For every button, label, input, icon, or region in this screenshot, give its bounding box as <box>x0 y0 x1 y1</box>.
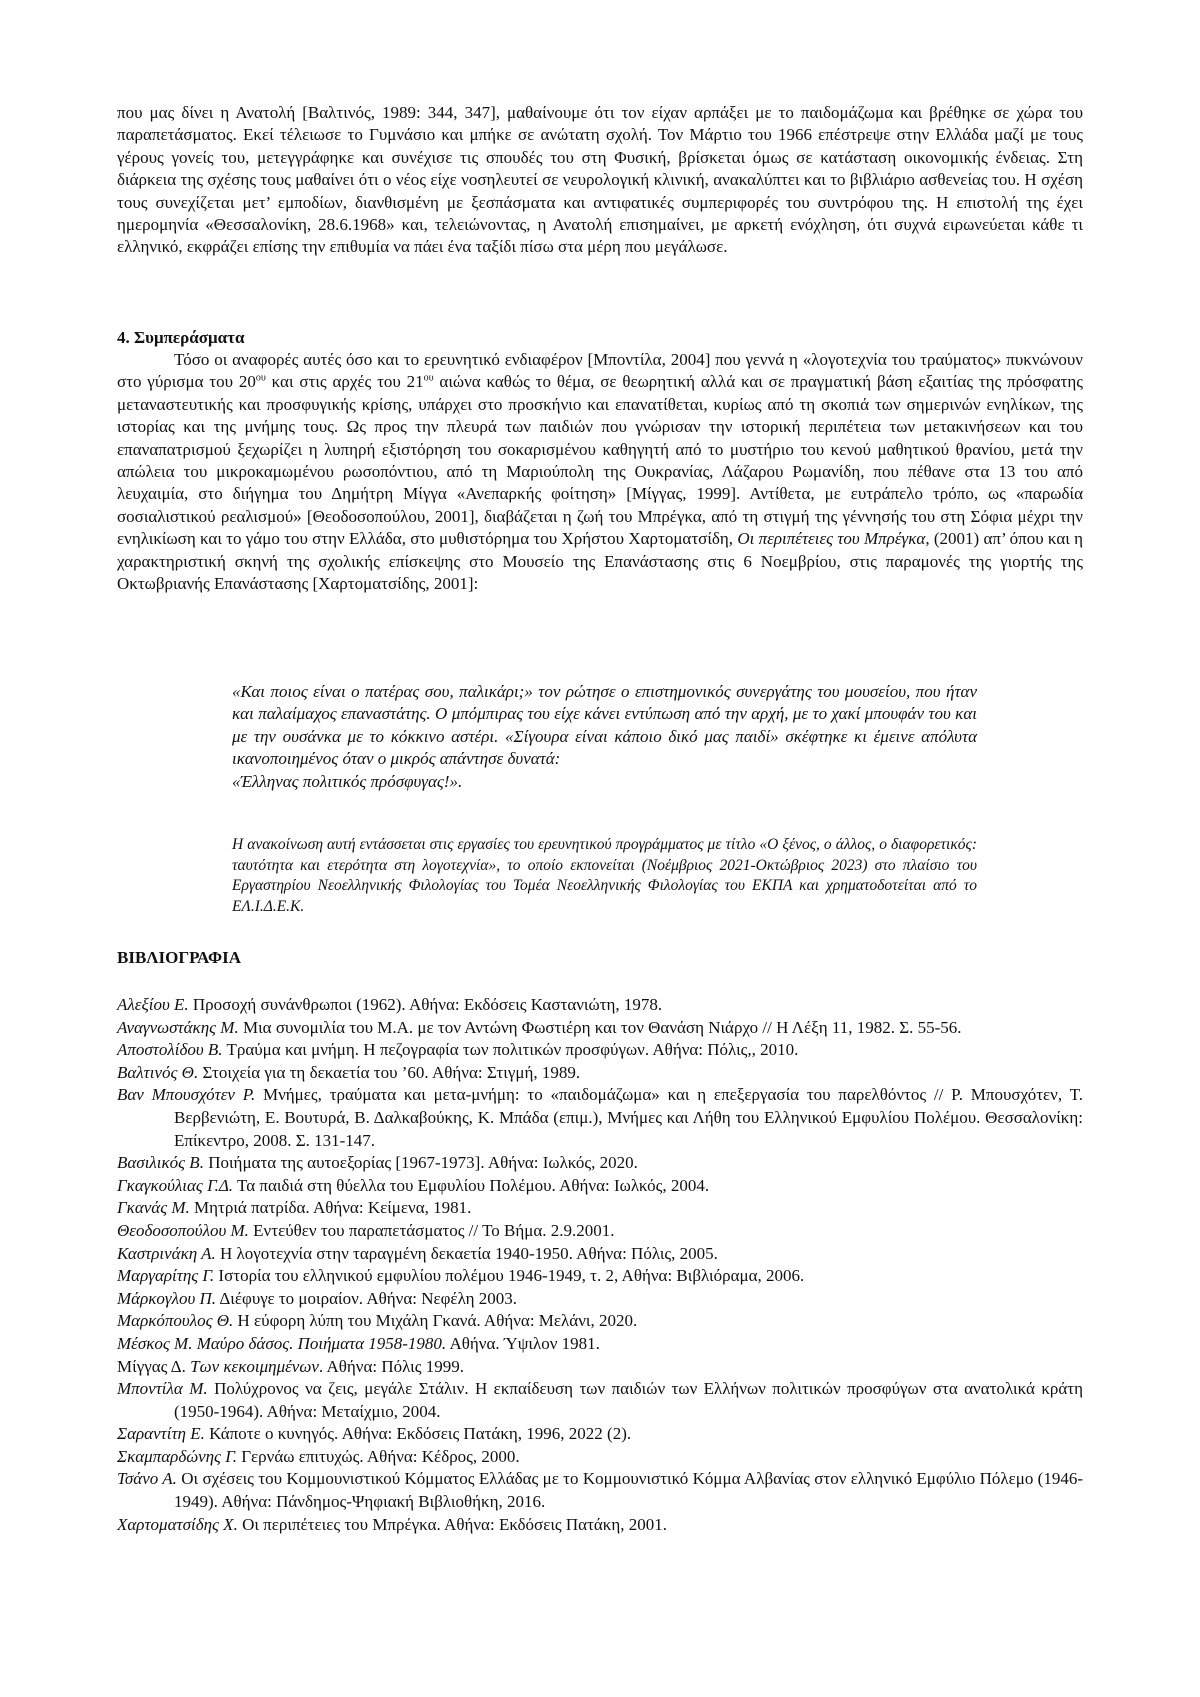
entry-author: Γκανάς Μ. <box>117 1198 190 1217</box>
entry-title: Των κεκοιμημένων <box>186 1357 319 1376</box>
entry-author: Τσάνο Α. <box>117 1469 177 1488</box>
bibliography-entry <box>117 1423 1083 1446</box>
entry-details: Στοιχεία για τη δεκαετία του ’60. Αθήνα: Στιγμή, 1989. <box>198 1063 580 1082</box>
entry-details: Διέφυγε το μοιραίον. Αθήνα: Νεφέλη 2003. <box>216 1289 517 1308</box>
bibliography-heading: ΒΙΒΛΙΟΓΡΑΦΙΑ <box>117 947 1083 969</box>
bibliography-entry <box>117 1084 1083 1152</box>
bibliography-entry <box>117 1039 1083 1062</box>
bibliography-entry <box>117 1152 1083 1175</box>
entry-author: Μαρκόπουλος Θ. <box>117 1311 233 1330</box>
entry-details: . Αθήνα: Πόλις 1999. <box>319 1357 464 1376</box>
entry-details: Κάποτε ο κυνηγός. Αθήνα: Εκδόσεις Πατάκη, 1996, 2022 (2). <box>205 1424 631 1443</box>
entry-details: Αθήνα. Ύψιλον 1981. <box>446 1334 600 1353</box>
entry-details: Ποιήματα της αυτοεξορίας [1967-1973]. Αθήνα: Ιωλκός, 2020. <box>204 1153 638 1172</box>
entry-details: Η εύφορη λύπη του Μιχάλη Γκανά. Αθήνα: Μελάνι, 2020. <box>233 1311 637 1330</box>
entry-details: Προσοχή συνάνθρωποι (1962). Αθήνα: Εκδόσεις Καστανιώτη, 1978. <box>189 995 663 1014</box>
bibliography-entry <box>117 1197 1083 1220</box>
entry-details: Εντεύθεν του παραπετάσματος // Το Βήμα. 2.9.2001. <box>249 1221 615 1240</box>
entry-details: Η λογοτεχνία στην ταραγμένη δεκαετία 1940-1950. Αθήνα: Πόλις, 2005. <box>216 1244 718 1263</box>
entry-details: Πολύχρονος να ζεις, μεγάλε Στάλιν. Η εκπαίδευση των παιδιών των Ελλήνων πολιτικών προσφύγων στα ανατολικά κράτη (1950-1964). Αθήνα: Μεταίχμιο, 2004. <box>174 1379 1083 1421</box>
bibliography-entry <box>117 1265 1083 1288</box>
entry-author: Βασιλικός Β. <box>117 1153 204 1172</box>
entry-author: Καστρινάκη Α. <box>117 1244 216 1263</box>
book-title: Οι περιπέτειες του Μπρέγκα <box>737 529 925 548</box>
bibliography-entry <box>117 1062 1083 1085</box>
entry-author: Αποστολίδου Β. <box>117 1040 223 1059</box>
entry-author: Βαν Μπουσχότεν Ρ. <box>117 1085 255 1104</box>
entry-author: Αναγνωστάκης Μ. <box>117 1018 239 1037</box>
text: αιώνα καθώς το θέμα, σε θεωρητική αλλά και σε πραγματική βάση εξαιτίας της πρόσφατης μεταναστευτικής και προσφυγικής κρίσης, υπάρχει στο προσκήνιο και επανατίθεται, κυρίως από τη σκοπιά των σημερινών ενηλίκων, της ιστορίας και της μνήμης τους. Ως προς την πλευρά των παιδιών που γνώρισαν την ιστορική περιπέτεια των μετακινήσεων και του επαναπατρισμού ξεχωρίζει η λυπηρή εξιστόρηση του σοκαρισμένου καθηγητή από το μυστήριο του κενού μαθητικού θρανίου, μετά την απώλεια του μικροκαμωμένου ρωσοπόντιου, από τη Μαριούπολη της Ουκρανίας, Λάζαρου Ρωμανίδη, που πέθανε στα 13 του από λευχαιμία, στο διήγημα του Δημήτρη Μίγγα «Ανεπαρκής φοίτηση» [Μίγγας, 1999]. Αντίθετα, με ευτράπελο τρόπο, ως «παρωδία σοσιαλιστικού ρεαλισμού» [Θεοδοσοπούλου, 2001], διαβάζεται η ζωή του Μπρέγκα, από τη στιγμή της γέννησής του στη Σόφια μέχρι την ενηλικίωση και το γάμο του στην Ελλάδα, στο μυθιστόρημα του Χρήστου Χαρτοματσίδη, <box>117 372 1083 548</box>
entry-details: Ιστορία του ελληνικού εμφυλίου πολέμου 1946-1949, τ. 2, Αθήνα: Βιβλιόραμα, 2006. <box>214 1266 804 1285</box>
entry-author: Χαρτοματσίδης Χ. <box>117 1515 238 1534</box>
section-heading: 4. Συμπεράσματα <box>117 327 1083 349</box>
entry-author: Μποντίλα Μ. <box>117 1379 208 1398</box>
entry-author: Σαραντίτη Ε. <box>117 1424 205 1443</box>
entry-author: Αλεξίου Ε. <box>117 995 189 1014</box>
entry-details: Μια συνομιλία του Μ.Α. με τον Αντώνη Φωστιέρη και τον Θανάση Νιάρχο // Η Λέξη 11, 1982. Σ. 55-56. <box>239 1018 962 1037</box>
bibliography-entry <box>117 1220 1083 1243</box>
entry-author: Μάρκογλου Π. <box>117 1289 216 1308</box>
bibliography-entry <box>117 1288 1083 1311</box>
bibliography-entry <box>117 1175 1083 1198</box>
bibliography-entry <box>117 1446 1083 1469</box>
bibliography-entry <box>117 1468 1083 1513</box>
bibliography-entry <box>117 1333 1083 1356</box>
body-paragraph: που μας δίνει η Ανατολή [Βαλτινός, 1989: 344, 347], μαθαίνουμε ότι τον είχαν αρπάξει με το παιδομάζωμα και βρέθηκε σε χώρα του παραπετάσματος. Εκεί τέλειωσε το Γυμνάσιο και μπήκε σε ανώτατη σχολή. Τον Μάρτιο του 1966 επέστρεψε στην Ελλάδα μαζί με τους γέρους γονείς του, μετεγγράφηκε και συνέχισε τις σπουδές του στη Φυσική, βρίσκεται όμως σε κατάσταση οικονομικής ένδειας. Στη διάρκεια της σχέσης τους μαθαίνει ότι ο νέος είχε νοσηλευτεί σε νευρολογική κλινική, ανακαλύπτει και το βιβλιάριο ασθενείας του. Η σχέση τους συνεχίζεται μετ’ εμποδίων, διανθισμένη με ξεσπάσματα και αντιφατικές συμπεριφορές του συντρόφου της. Η επιστολή της έχει ημερομηνία «Θεσσαλονίκη, 28.6.1968» και, τελειώνοντας, η Ανατολή επισημαίνει, με αρκετή ενόχληση, ότι συχνά ειρωνεύεται κάθε τι ελληνικό, εκφράζει επίσης την επιθυμία να πάει ένα ταξίδι πίσω στα μέρη που μεγάλωσε. <box>117 102 1083 259</box>
bibliography-entry <box>117 1243 1083 1266</box>
text: , (2001) απ’ όπου και η χαρακτηριστική σκηνή της σχολικής επίσκεψης στο Μουσείο της Επανάστασης στις 6 Νοεμβρίου, στις παραμονές της γιορτής της Οκτωβριανής Επανάστασης [Χαρτοματσίδης, 2001]: <box>117 529 1083 593</box>
entry-author: Γκαγκούλιας Γ.Δ. <box>117 1176 233 1195</box>
entry-details: Τα παιδιά στη θύελλα του Εμφυλίου Πολέμου. Αθήνα: Ιωλκός, 2004. <box>233 1176 709 1195</box>
funding-note: Η ανακοίνωση αυτή εντάσσεται στις εργασίες του ερευνητικού προγράμματος με τίτλο «Ο ξένος, ο άλλος, ο διαφορετικός: ταυτότητα και ετερότητα στη λογοτεχνία», το οποίο εκπονείται (Νοέμβριος 2021-Οκτώβριος 2023) στο πλαίσιο του Εργαστηρίου Νεοελληνικής Φιλολογίας του Τομέα Νεοελληνικής Φιλολογίας του ΕΚΠΑ και χρηματοδοτείται από το ΕΛ.Ι.Δ.Ε.Κ. <box>232 835 977 917</box>
entry-details: Οι περιπέτειες του Μπρέγκα. Αθήνα: Εκδόσεις Πατάκη, 2001. <box>238 1515 667 1534</box>
bibliography-list <box>117 994 1083 1536</box>
conclusions-paragraph <box>117 349 1083 595</box>
quote-answer: «Έλληνας πολιτικός πρόσφυγας!». <box>232 771 977 793</box>
entry-author: Βαλτινός Θ. <box>117 1063 198 1082</box>
bibliography-entry <box>117 994 1083 1017</box>
bibliography-entry <box>117 1356 1083 1379</box>
block-quote <box>232 681 977 793</box>
superscript: ου <box>424 373 434 384</box>
quote-text: «Και ποιος είναι ο πατέρας σου, παλικάρι;» τον ρώτησε ο επιστημονικός συνεργάτης του μουσείου, που ήταν και παλαίμαχος επαναστάτης. Ο μπόμπιρας του είχε κάνει εντύπωση από την αρχή, με το χακί μπουφάν του και με την ουσάνκα με το κόκκινο αστέρι. «Σίγουρα είναι κάποιο δικό μας παιδί» σκέφτηκε κι έμεινε απόλυτα ικανοποιημένος όταν ο μικρός απάντησε δυνατά: <box>232 681 977 771</box>
entry-author: Θεοδοσοπούλου Μ. <box>117 1221 249 1240</box>
bibliography-entry <box>117 1514 1083 1537</box>
entry-title: Μαύρο δάσος. Ποιήματα 1958-1980. <box>192 1334 446 1353</box>
entry-author: Σκαμπαρδώνης Γ. <box>117 1447 237 1466</box>
text: και στις αρχές του 21 <box>266 372 424 391</box>
bibliography-entry <box>117 1378 1083 1423</box>
entry-author: Μίγγας Δ. <box>117 1357 186 1376</box>
bibliography-entry <box>117 1017 1083 1040</box>
entry-author: Μαργαρίτης Γ. <box>117 1266 214 1285</box>
text: Τόσο οι αναφορές αυτές όσο και το ερευνητικό ενδιαφέρον [Μποντίλα, 2004] που γεννά η «λογοτεχνία του τραύματος» πυκνώνουν στο γύρισμα του 20 <box>117 350 1083 391</box>
entry-details: Οι σχέσεις του Κομμουνιστικού Κόμματος Ελλάδας με το Κομμουνιστικό Κόμμα Αλβανίας στον ελληνικό Εμφύλιο Πόλεμο (1946-1949). Αθήνα: Πάνδημος-Ψηφιακή Βιβλιοθήκη, 2016. <box>174 1469 1083 1511</box>
entry-details: Μνήμες, τραύματα και μετα-μνήμη: το «παιδομάζωμα» και η επεξεργασία του παρελθόντος // Ρ. Μπουσχότεν, Τ. Βερβενιώτη, Ε. Βουτυρά, Β. Δαλκαβούκης, Κ. Μπάδα (επιμ.), Μνήμες και Λήθη του Ελληνικού Εμφυλίου Πολέμου. Θεσσαλονίκη: Επίκεντρο, 2008. Σ. 131-147. <box>174 1085 1083 1149</box>
entry-details: Μητριά πατρίδα. Αθήνα: Κείμενα, 1981. <box>190 1198 472 1217</box>
bibliography-entry <box>117 1310 1083 1333</box>
entry-details: Τραύμα και μνήμη. Η πεζογραφία των πολιτικών προσφύγων. Αθήνα: Πόλις,, 2010. <box>223 1040 799 1059</box>
entry-author: Μέσκος Μ. <box>117 1334 192 1353</box>
entry-details: Γερνάω επιτυχώς. Αθήνα: Κέδρος, 2000. <box>237 1447 520 1466</box>
superscript: ου <box>256 373 266 384</box>
